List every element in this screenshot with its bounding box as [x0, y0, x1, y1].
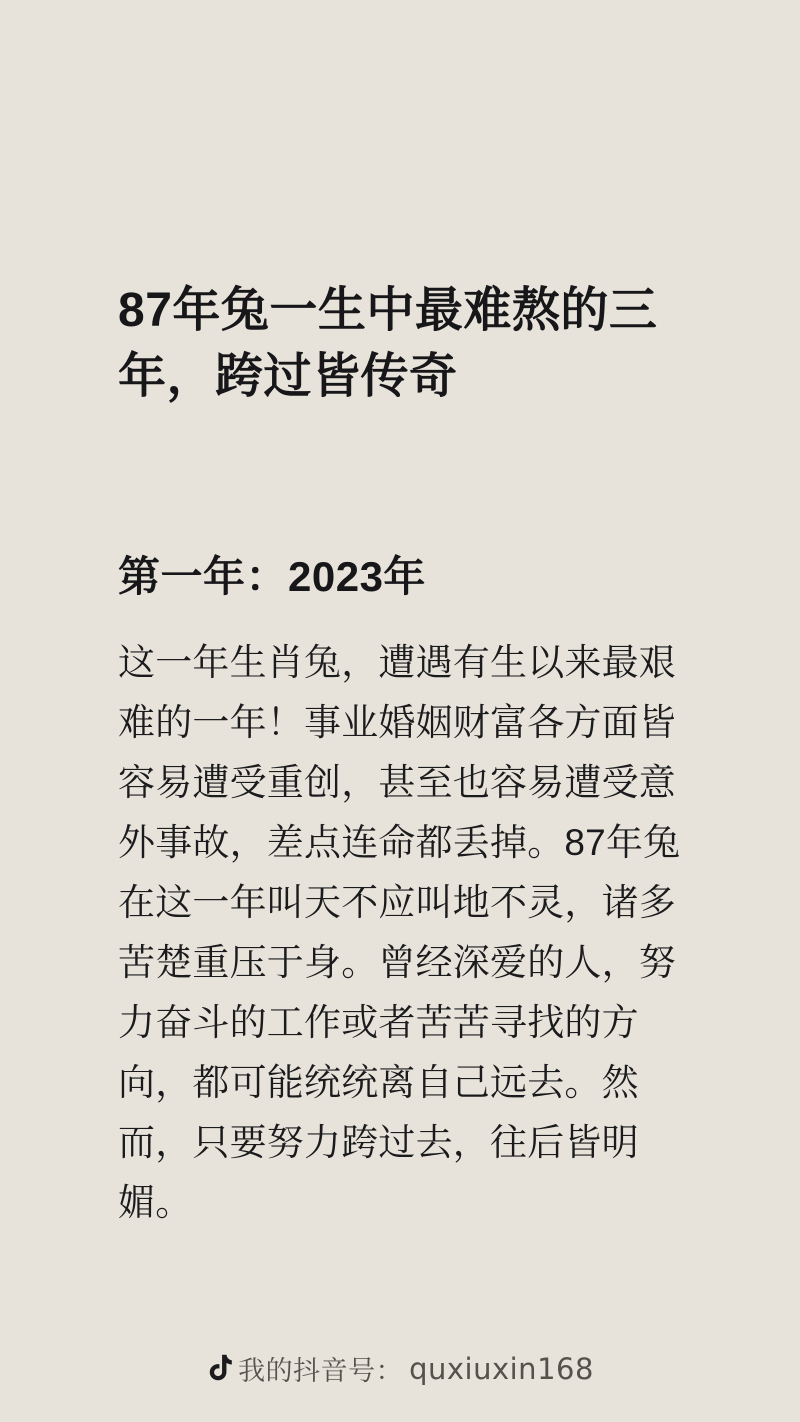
section-heading: 第一年：2023年	[118, 553, 426, 601]
page-title: 87年兔一生中最难熬的三年，跨过皆传奇	[118, 284, 658, 404]
footer-handle: quxiuxin168	[409, 1351, 594, 1386]
footer-watermark	[0, 1349, 800, 1388]
tiktok-icon	[206, 1354, 232, 1384]
footer-label: 我的抖音号：	[238, 1356, 404, 1386]
article-content	[118, 278, 688, 1232]
article-body: 这一年生肖兔，遭遇有生以来最艰难的一年！事业婚姻财富各方面皆容易遭受重创，甚至也容易遭受意外事故，差点连命都丢掉。87年兔在这一年叫天不应叫地不灵，诸多苦楚重压于身。曾经深爱的人，努力奋斗的工作或者苦苦寻找的方向，都可能统统离自己远去。然而，只要努力跨过去，往后皆明媚。	[118, 642, 681, 1223]
